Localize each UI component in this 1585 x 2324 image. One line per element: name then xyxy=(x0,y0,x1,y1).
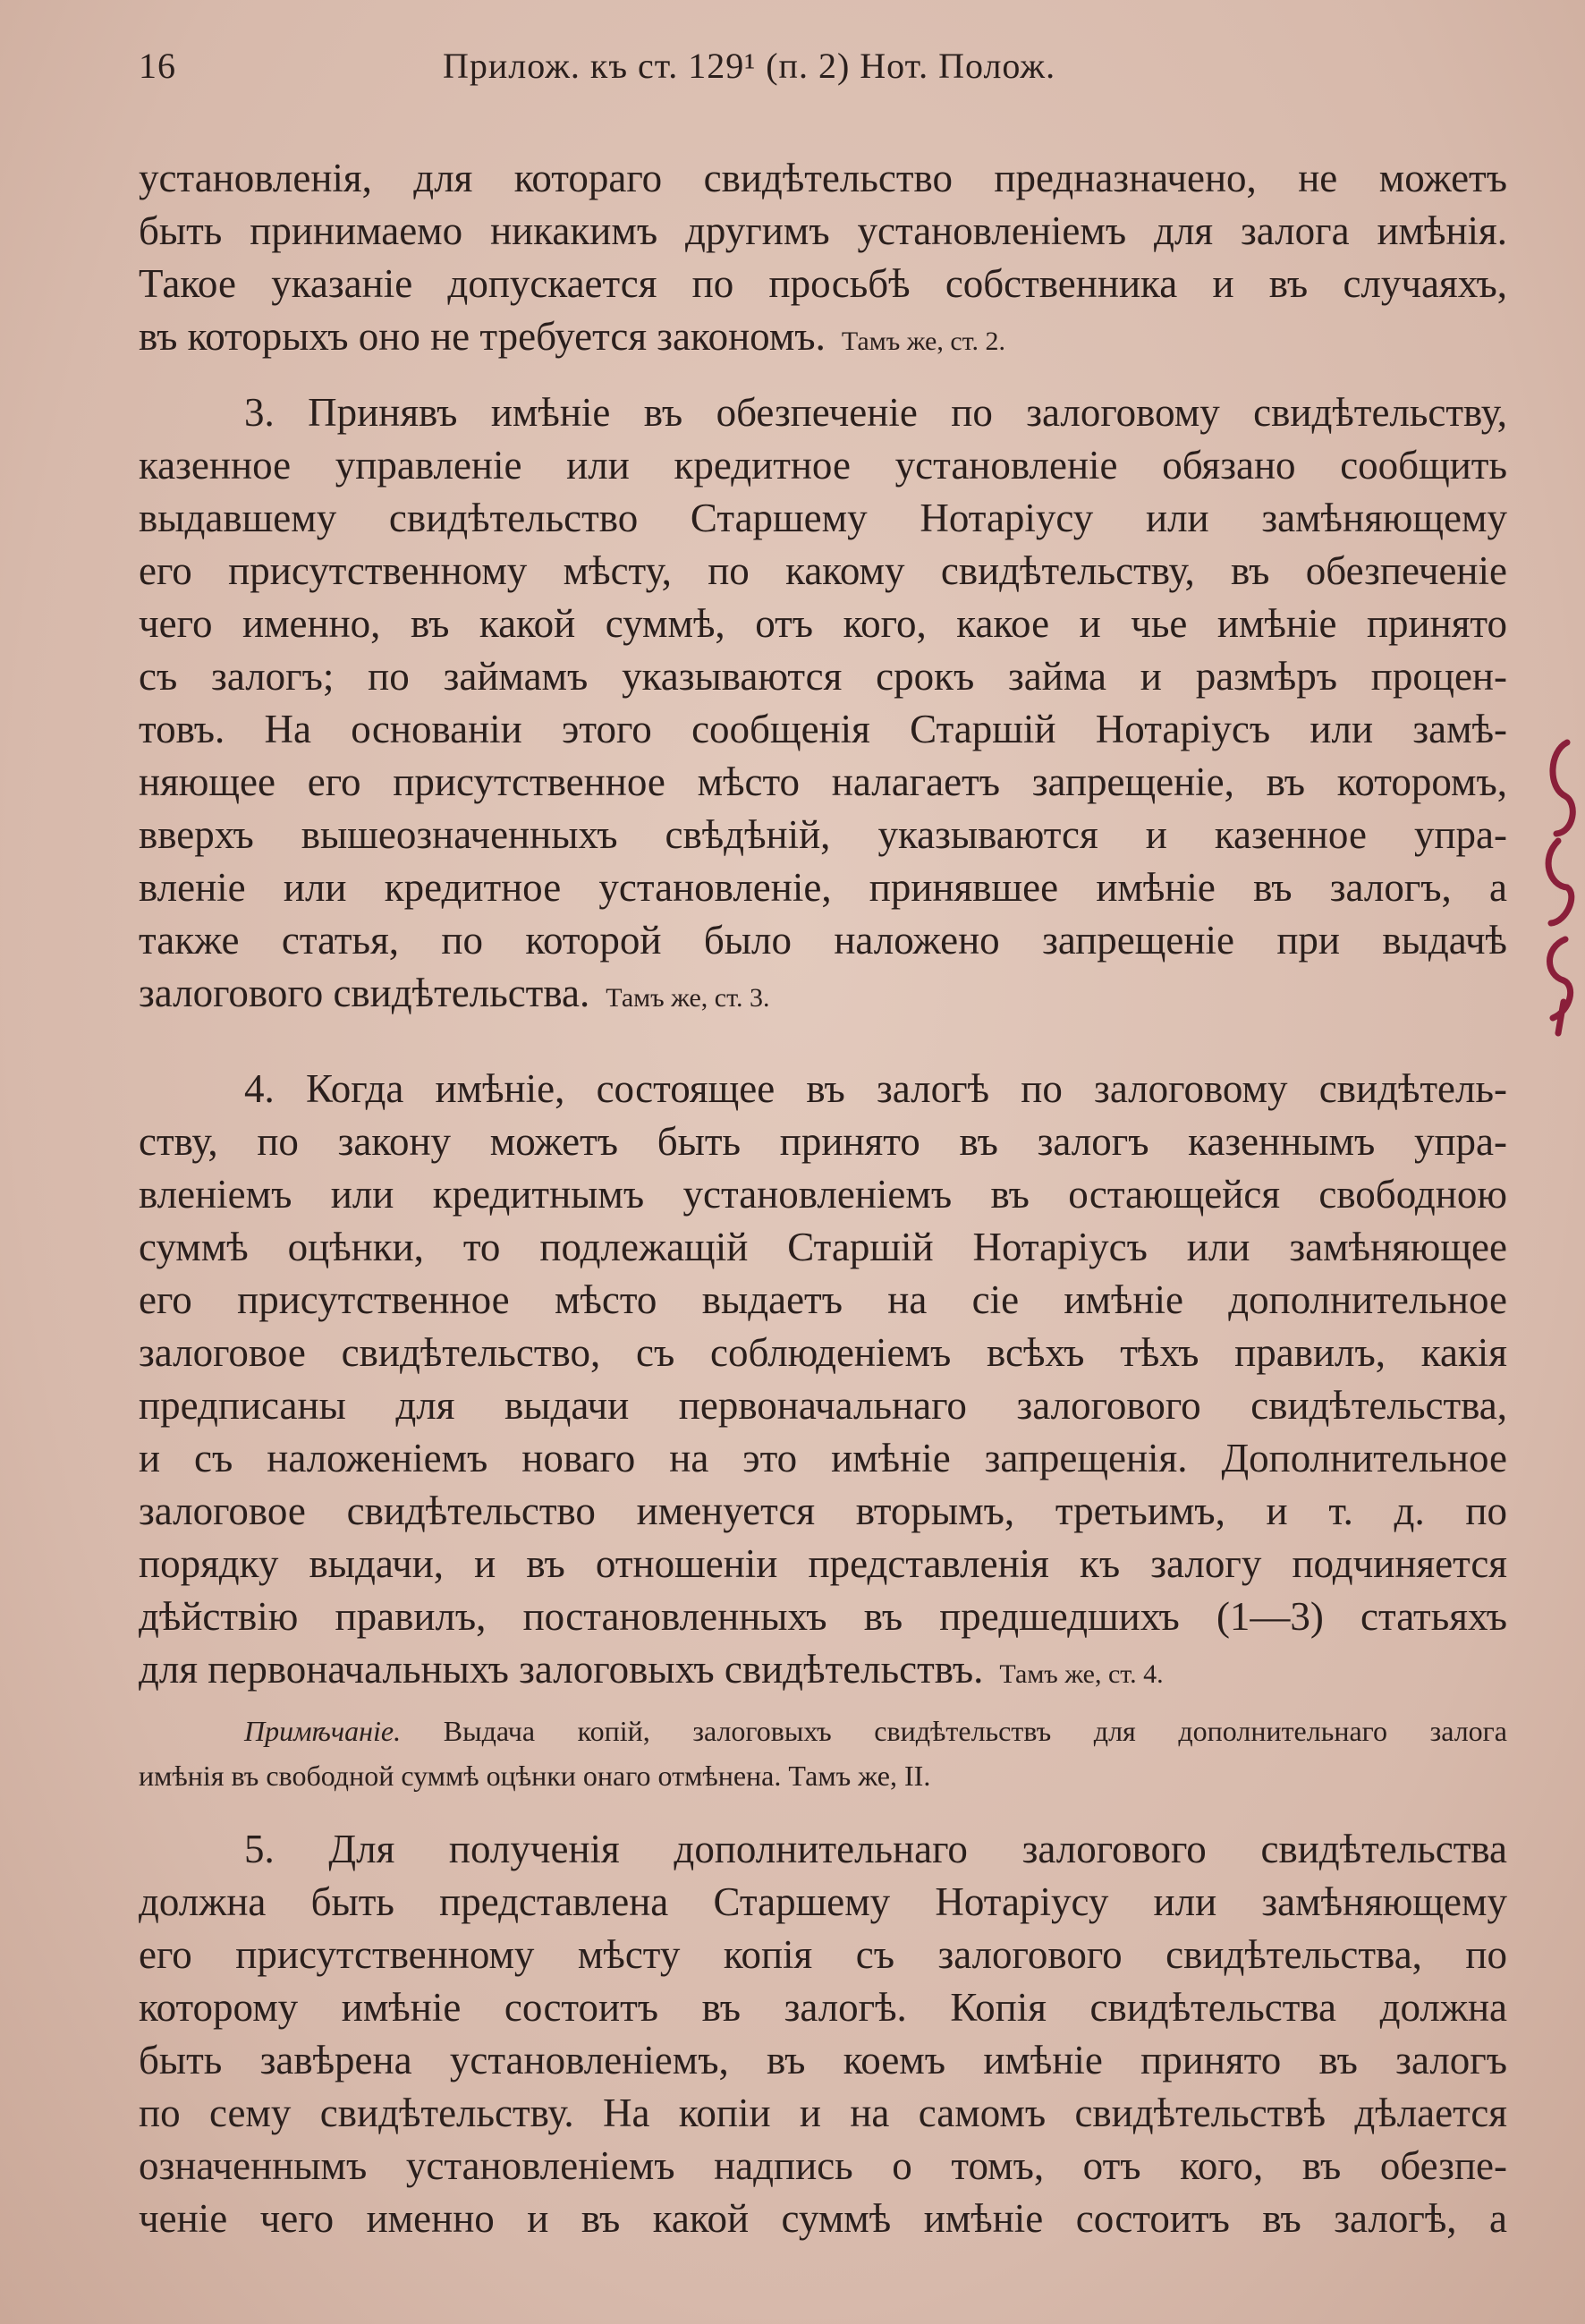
handwritten-margin-note xyxy=(1531,734,1581,1038)
page-number: 16 xyxy=(139,46,176,86)
text-line: вленіе или кредитное установленіе, принявшее имѣніе въ залогъ, а xyxy=(139,865,1507,910)
paragraph-5 xyxy=(139,1823,1507,2245)
citation: Тамъ же, ст. 4. xyxy=(999,1659,1164,1689)
text-line: его присутственному мѣсту копія съ залогового свидѣтельства, по xyxy=(139,1932,1507,1977)
text-line: по сему свидѣтельству. На копіи и на самомъ свидѣтельствѣ дѣлается xyxy=(139,2091,1507,2135)
text-line: суммѣ оцѣнки, то подлежащій Старшій Нотаріусъ или замѣняющее xyxy=(139,1225,1507,1269)
text-line: вверхъ вышеозначенныхъ свѣдѣній, указываются и казенное упра- xyxy=(139,812,1507,857)
text-line: также статья, по которой было наложено запрещеніе при выдачѣ xyxy=(139,918,1507,963)
handwriting-icon xyxy=(1531,734,1581,1038)
text-line: его присутственное мѣсто выдаетъ на сіе имѣніе дополнительное xyxy=(139,1277,1507,1322)
text-line: казенное управленіе или кредитное установленіе обязано сообщить xyxy=(139,443,1507,488)
text-line: Такое указаніе допускается по просьбѣ собственника и въ случаяхъ, xyxy=(139,261,1507,306)
text-line: вленіемъ или кредитнымъ установленіемъ въ остающейся свободною xyxy=(139,1172,1507,1217)
citation: Тамъ же, ст. 2. xyxy=(841,327,1006,356)
text-line: съ залогъ; по займамъ указываются срокъ займа и размѣръ процен- xyxy=(139,654,1507,699)
text-line: товъ. На основаніи этого сообщенія Старшій Нотаріусъ или замѣ- xyxy=(139,707,1507,751)
text-line: предписаны для выдачи первоначальнаго залогового свидѣтельства, xyxy=(139,1383,1507,1428)
paragraph-4 xyxy=(139,1063,1507,1696)
text-line: для первоначальныхъ залоговыхъ свидѣтельствъ. Тамъ же, ст. 4. xyxy=(139,1647,1164,1692)
paragraph-3 xyxy=(139,386,1507,1020)
page-header xyxy=(139,36,1516,89)
text-line: его присутственному мѣсту, по какому свидѣтельству, въ обезпеченіе xyxy=(139,548,1507,593)
note xyxy=(139,1709,1507,1798)
text-line: и съ наложеніемъ новаго на это имѣніе запрещенія. Дополнительное xyxy=(139,1436,1507,1480)
text-line: дѣйствію правилъ, постановленныхъ въ предшедшихъ (1—3) статьяхъ xyxy=(139,1594,1507,1639)
text-line: няющее его присутственное мѣсто налагаетъ запрещеніе, въ которомъ, xyxy=(139,759,1507,804)
text-line: порядку выдачи, и въ отношеніи представленія къ залогу подчиняется xyxy=(139,1541,1507,1586)
citation: Тамъ же, ст. 3. xyxy=(606,983,770,1013)
note-line: имѣнія въ свободной суммѣ оцѣнки онаго отмѣнена. Тамъ же, II. xyxy=(139,1760,931,1792)
text-line: которому имѣніе состоитъ въ залогѣ. Копія свидѣтельства должна xyxy=(139,1985,1507,2030)
note-label: Примѣчаніе. xyxy=(244,1715,402,1747)
text-line: 5. Для полученія дополнительнаго залогового свидѣтельства xyxy=(244,1827,1507,1871)
text-line: быть завѣрена установленіемъ, въ коемъ имѣніе принято въ залогъ xyxy=(139,2038,1507,2082)
paragraph-continued xyxy=(139,152,1507,363)
text-line: чего именно, въ какой суммѣ, отъ кого, какое и чье имѣніе принято xyxy=(139,601,1507,646)
text-line: быть принимаемо никакимъ другимъ установленіемъ для залога имѣнія. xyxy=(139,208,1507,253)
text-line: выдавшему свидѣтельство Старшему Нотаріусу или замѣняющему xyxy=(139,496,1507,540)
text-line: 4. Когда имѣніе, состоящее въ залогѣ по залоговому свидѣтель- xyxy=(244,1066,1507,1111)
text-line: должна быть представлена Старшему Нотаріусу или замѣняющему xyxy=(139,1879,1507,1924)
text-line: ченіе чего именно и въ какой суммѣ имѣніе состоитъ въ залогѣ, а xyxy=(139,2196,1507,2241)
note-line: Примѣчаніе. Выдача копій, залоговыхъ свидѣтельствъ для дополнительнаго залога xyxy=(244,1715,1508,1747)
text-line: установленія, для котораго свидѣтельство предназначено, не можетъ xyxy=(139,156,1507,200)
running-head: Прилож. къ ст. 129¹ (п. 2) Нот. Полож. xyxy=(443,46,1056,86)
text-line: залоговое свидѣтельство именуется вторымъ, третьимъ, и т. д. по xyxy=(139,1489,1507,1533)
text-line: залогового свидѣтельства. Тамъ же, ст. 3. xyxy=(139,971,770,1015)
text-line: 3. Принявъ имѣніе въ обезпеченіе по залоговому свидѣтельству, xyxy=(244,390,1507,435)
text-line: залоговое свидѣтельство, съ соблюденіемъ всѣхъ тѣхъ правилъ, какія xyxy=(139,1330,1507,1375)
text-line: въ которыхъ оно не требуется закономъ. Тамъ же, ст. 2. xyxy=(139,314,1006,359)
text-line: ству, по закону можетъ быть принято въ залогъ казеннымъ упра- xyxy=(139,1119,1507,1164)
text-line: означеннымъ установленіемъ надпись о томъ, отъ кого, въ обезпе- xyxy=(139,2143,1507,2188)
